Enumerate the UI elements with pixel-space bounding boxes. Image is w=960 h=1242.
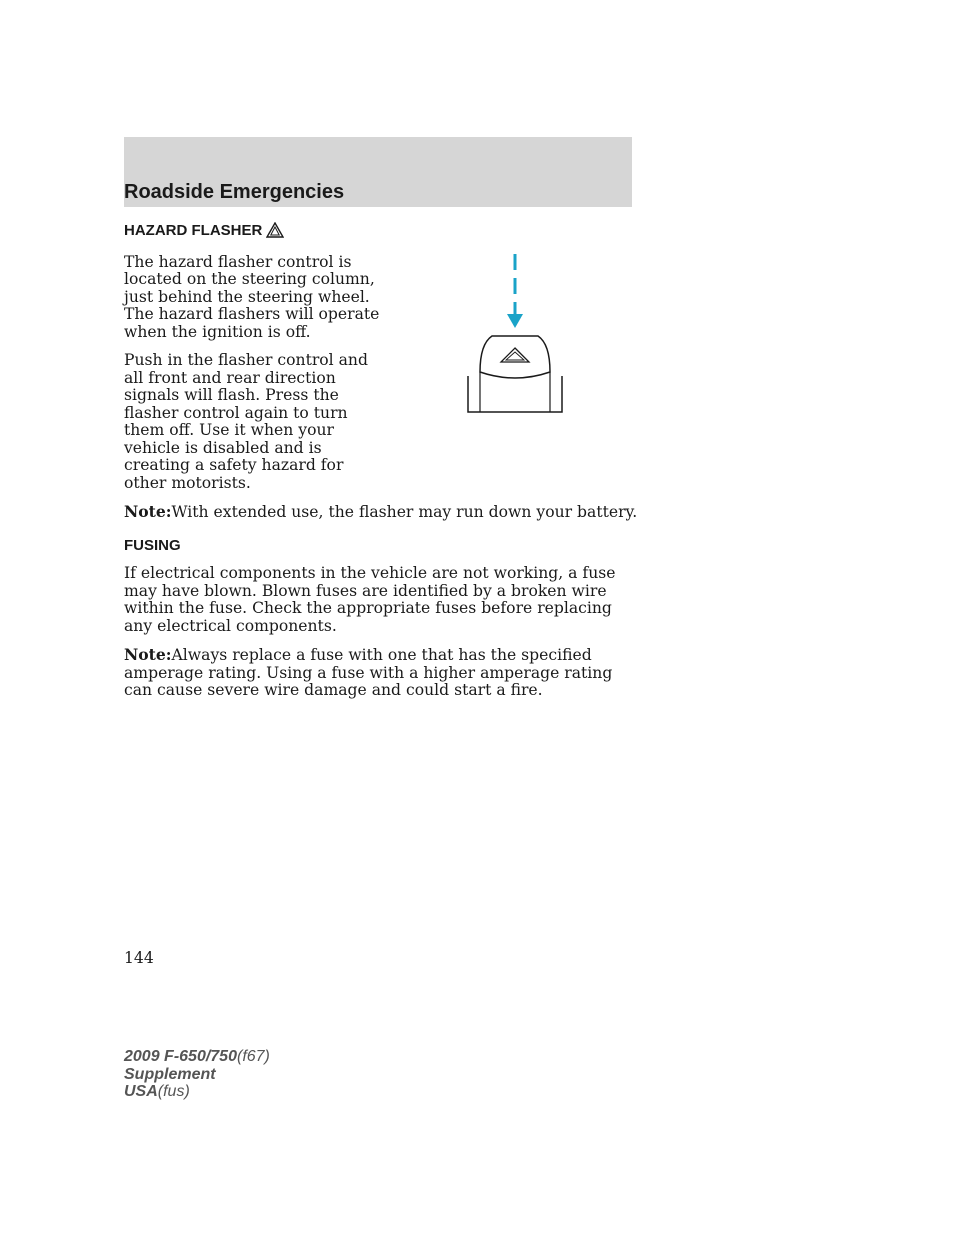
footer-region-code: (fus) xyxy=(157,1083,190,1100)
note-label: Note: xyxy=(124,502,172,521)
footer-line-1 xyxy=(124,1048,270,1066)
footer-model: 2009 F-650/750 xyxy=(124,1048,237,1065)
fusing-paragraph-1: If electrical components in the vehicle are not working, a fuse may have blown. Blown fuses are identified by a broken wire within the fuse. Check the appropriate fuses before replacing any electrical components. xyxy=(124,564,616,635)
document-footer xyxy=(124,1048,270,1101)
note-text: Always replace a fuse with one that has the specified amperage rating. Using a fuse with a higher amperage rating can cause severe wire damage and could start a fire. xyxy=(124,646,613,699)
hazard-flasher-heading-text: HAZARD FLASHER xyxy=(124,222,263,239)
fusing-note xyxy=(124,646,644,700)
footer-doc: Supplement xyxy=(124,1065,216,1083)
footer-line-3 xyxy=(124,1083,270,1101)
page-number: 144 xyxy=(124,949,154,967)
hazard-paragraph-2: Push in the flasher control and all front and rear direction signals will flash. Press the flasher control again to turn them off. Use it when your vehicle is disabled and is creating a safety hazard for other motorists. xyxy=(124,351,368,492)
warning-triangle-icon xyxy=(266,222,284,243)
hazard-note xyxy=(124,503,644,522)
hazard-flasher-heading xyxy=(124,222,644,243)
note-text: With extended use, the flasher may run down your battery. xyxy=(171,503,638,521)
footer-model-code: (f67) xyxy=(236,1048,270,1065)
hazard-button-icon xyxy=(462,248,572,418)
hazard-flasher-illustration xyxy=(462,248,572,418)
page-title: Roadside Emergencies xyxy=(124,181,345,203)
fusing-heading: FUSING xyxy=(124,536,181,554)
hazard-paragraph-1: The hazard flasher control is located on the steering column, just behind the steering wheel. The hazard flashers will operate when the ignition is off. xyxy=(124,252,380,341)
note-label: Note: xyxy=(124,645,172,664)
footer-line-2 xyxy=(124,1066,270,1084)
footer-region: USA xyxy=(124,1083,158,1100)
